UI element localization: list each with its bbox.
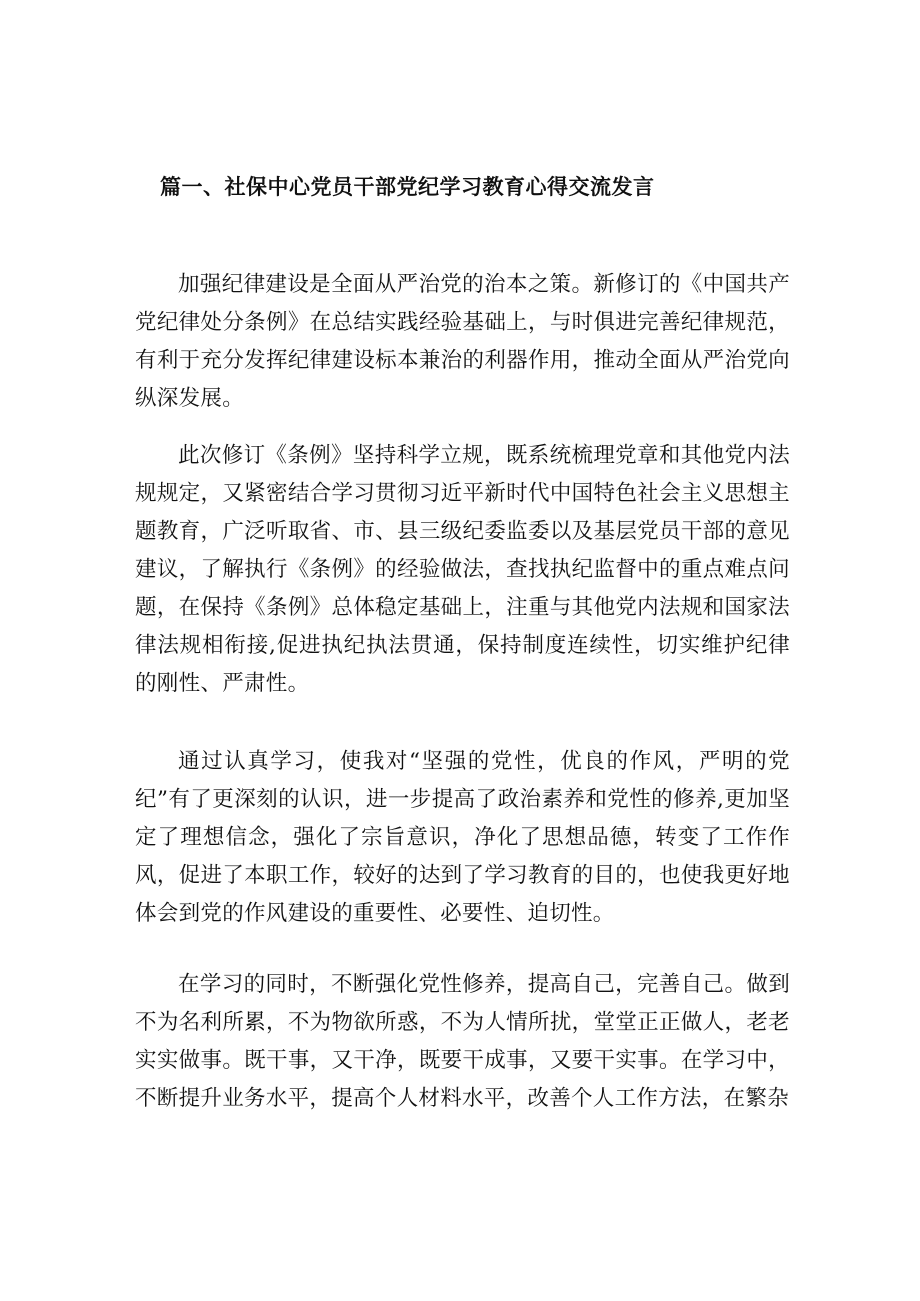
paragraph-1: 加强纪律建设是全面从严治党的治本之策。新修订的《中国共产党纪律处分条例》在总结实践经验基础上，与时俱进完善纪律规范，有利于充分发挥纪律建设标本兼治的利器作用，推动全面从严治党向纵深发展。	[135, 272, 790, 411]
paragraph-4: 在学习的同时，不断强化党性修养，提高自己，完善自己。做到不为名利所累，不为物欲所惑，不为人情所扰，堂堂正正做人，老老实实做事。既干事，又干净，既要干成事，又要干实事。在学习中，不断提升业务水平，提高个人材料水平，改善个人工作方法，在繁杂	[135, 972, 790, 1111]
paragraph-3: 通过认真学习，使我对“坚强的党性，优良的作风，严明的党纪”有了更深刻的认识，进一步提高了政治素养和党性的修养,更加坚定了理想信念，强化了宗旨意识，净化了思想品德，转变了工作作风，促进了本职工作，较好的达到了学习教育的目的，也使我更好地体会到党的作风建设的重要性、必要性、迫切性。	[135, 749, 790, 926]
document-title: 篇一、社保中心党员干部党纪学习教育心得交流发言	[160, 174, 655, 199]
paragraph-2: 此次修订《条例》坚持科学立规，既系统梳理党章和其他党内法规规定，又紧密结合学习贯彻习近平新时代中国特色社会主义思想主题教育，广泛听取省、市、县三级纪委监委以及基层党员干部的意见建议，了解执行《条例》的经验做法，查找执纪监督中的重点难点问题，在保持《条例》总体稳定基础上，注重与其他党内法规和国家法律法规相衔接,促进执纪执法贯通，保持制度连续性，切实维护纪律的刚性、严肃性。	[135, 443, 790, 696]
